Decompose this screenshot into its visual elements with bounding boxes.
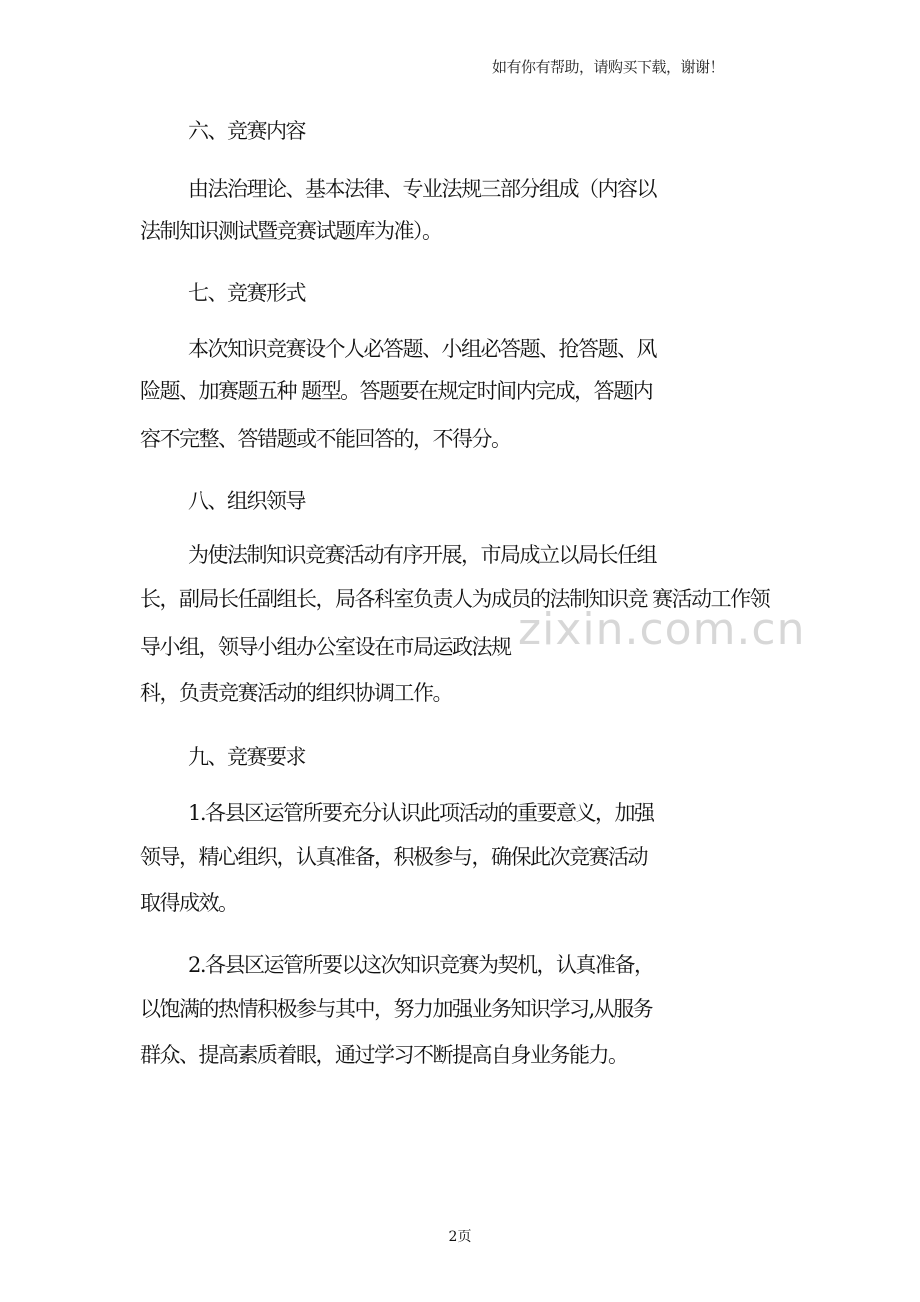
paragraph-line: 长，副局长任副组长，局各科室负责人为成员的法制知识竞 赛活动工作领 — [140, 587, 770, 611]
watermark: zixin.com.cn — [518, 604, 806, 655]
section-heading-requirements: 九、竞赛要求 — [188, 745, 305, 769]
paragraph-line: 法制知识测试暨竞赛试题库为准）。 — [140, 219, 442, 243]
paragraph-line: 本次知识竞赛设个人必答题、小组必答题、抢答题、风 — [188, 337, 656, 361]
paragraph-line: 导小组，领导小组办公室设在市局运政法规 — [140, 635, 511, 659]
paragraph-line: 容不完整、答错题或不能回答的，不得分。 — [140, 427, 511, 451]
section-heading-content: 六、竞赛内容 — [188, 119, 305, 143]
paragraph-line: 科，负责竞赛活动的组织协调工作。 — [140, 681, 452, 705]
paragraph-line: 领导，精心组织，认真准备，积极参与，确保此次竞赛活动 — [140, 845, 647, 869]
paragraph-line: 群众、提高素质着眼，通过学习不断提高自身业务能力。 — [140, 1043, 628, 1067]
section-heading-organization: 八、组织领导 — [188, 489, 305, 513]
paragraph-line: 1.各县区运管所要充分认识此项活动的重要意义，加强 — [188, 801, 654, 825]
header-note: 如有你有帮助，请购买下载，谢谢！ — [491, 58, 724, 76]
paragraph-line: 为使法制知识竞赛活动有序开展，市局成立以局长任组 — [188, 543, 656, 567]
paragraph-line: 取得成效。 — [140, 891, 238, 915]
section-heading-format: 七、竞赛形式 — [188, 281, 305, 305]
paragraph-line: 由法治理论、基本法律、专业法规三部分组成（内容以 — [188, 177, 656, 201]
paragraph-line: 以饱满的热情积极参与其中，努力加强业务知识学习,从服务 — [140, 997, 653, 1021]
paragraph-line: 险题、加赛题五种 题型。答题要在规定时间内完成，答题内 — [140, 379, 653, 403]
page-number: 2页 — [448, 1229, 472, 1245]
paragraph-line: 2.各县区运管所要以这次知识竞赛为契机，认真准备， — [188, 953, 654, 977]
